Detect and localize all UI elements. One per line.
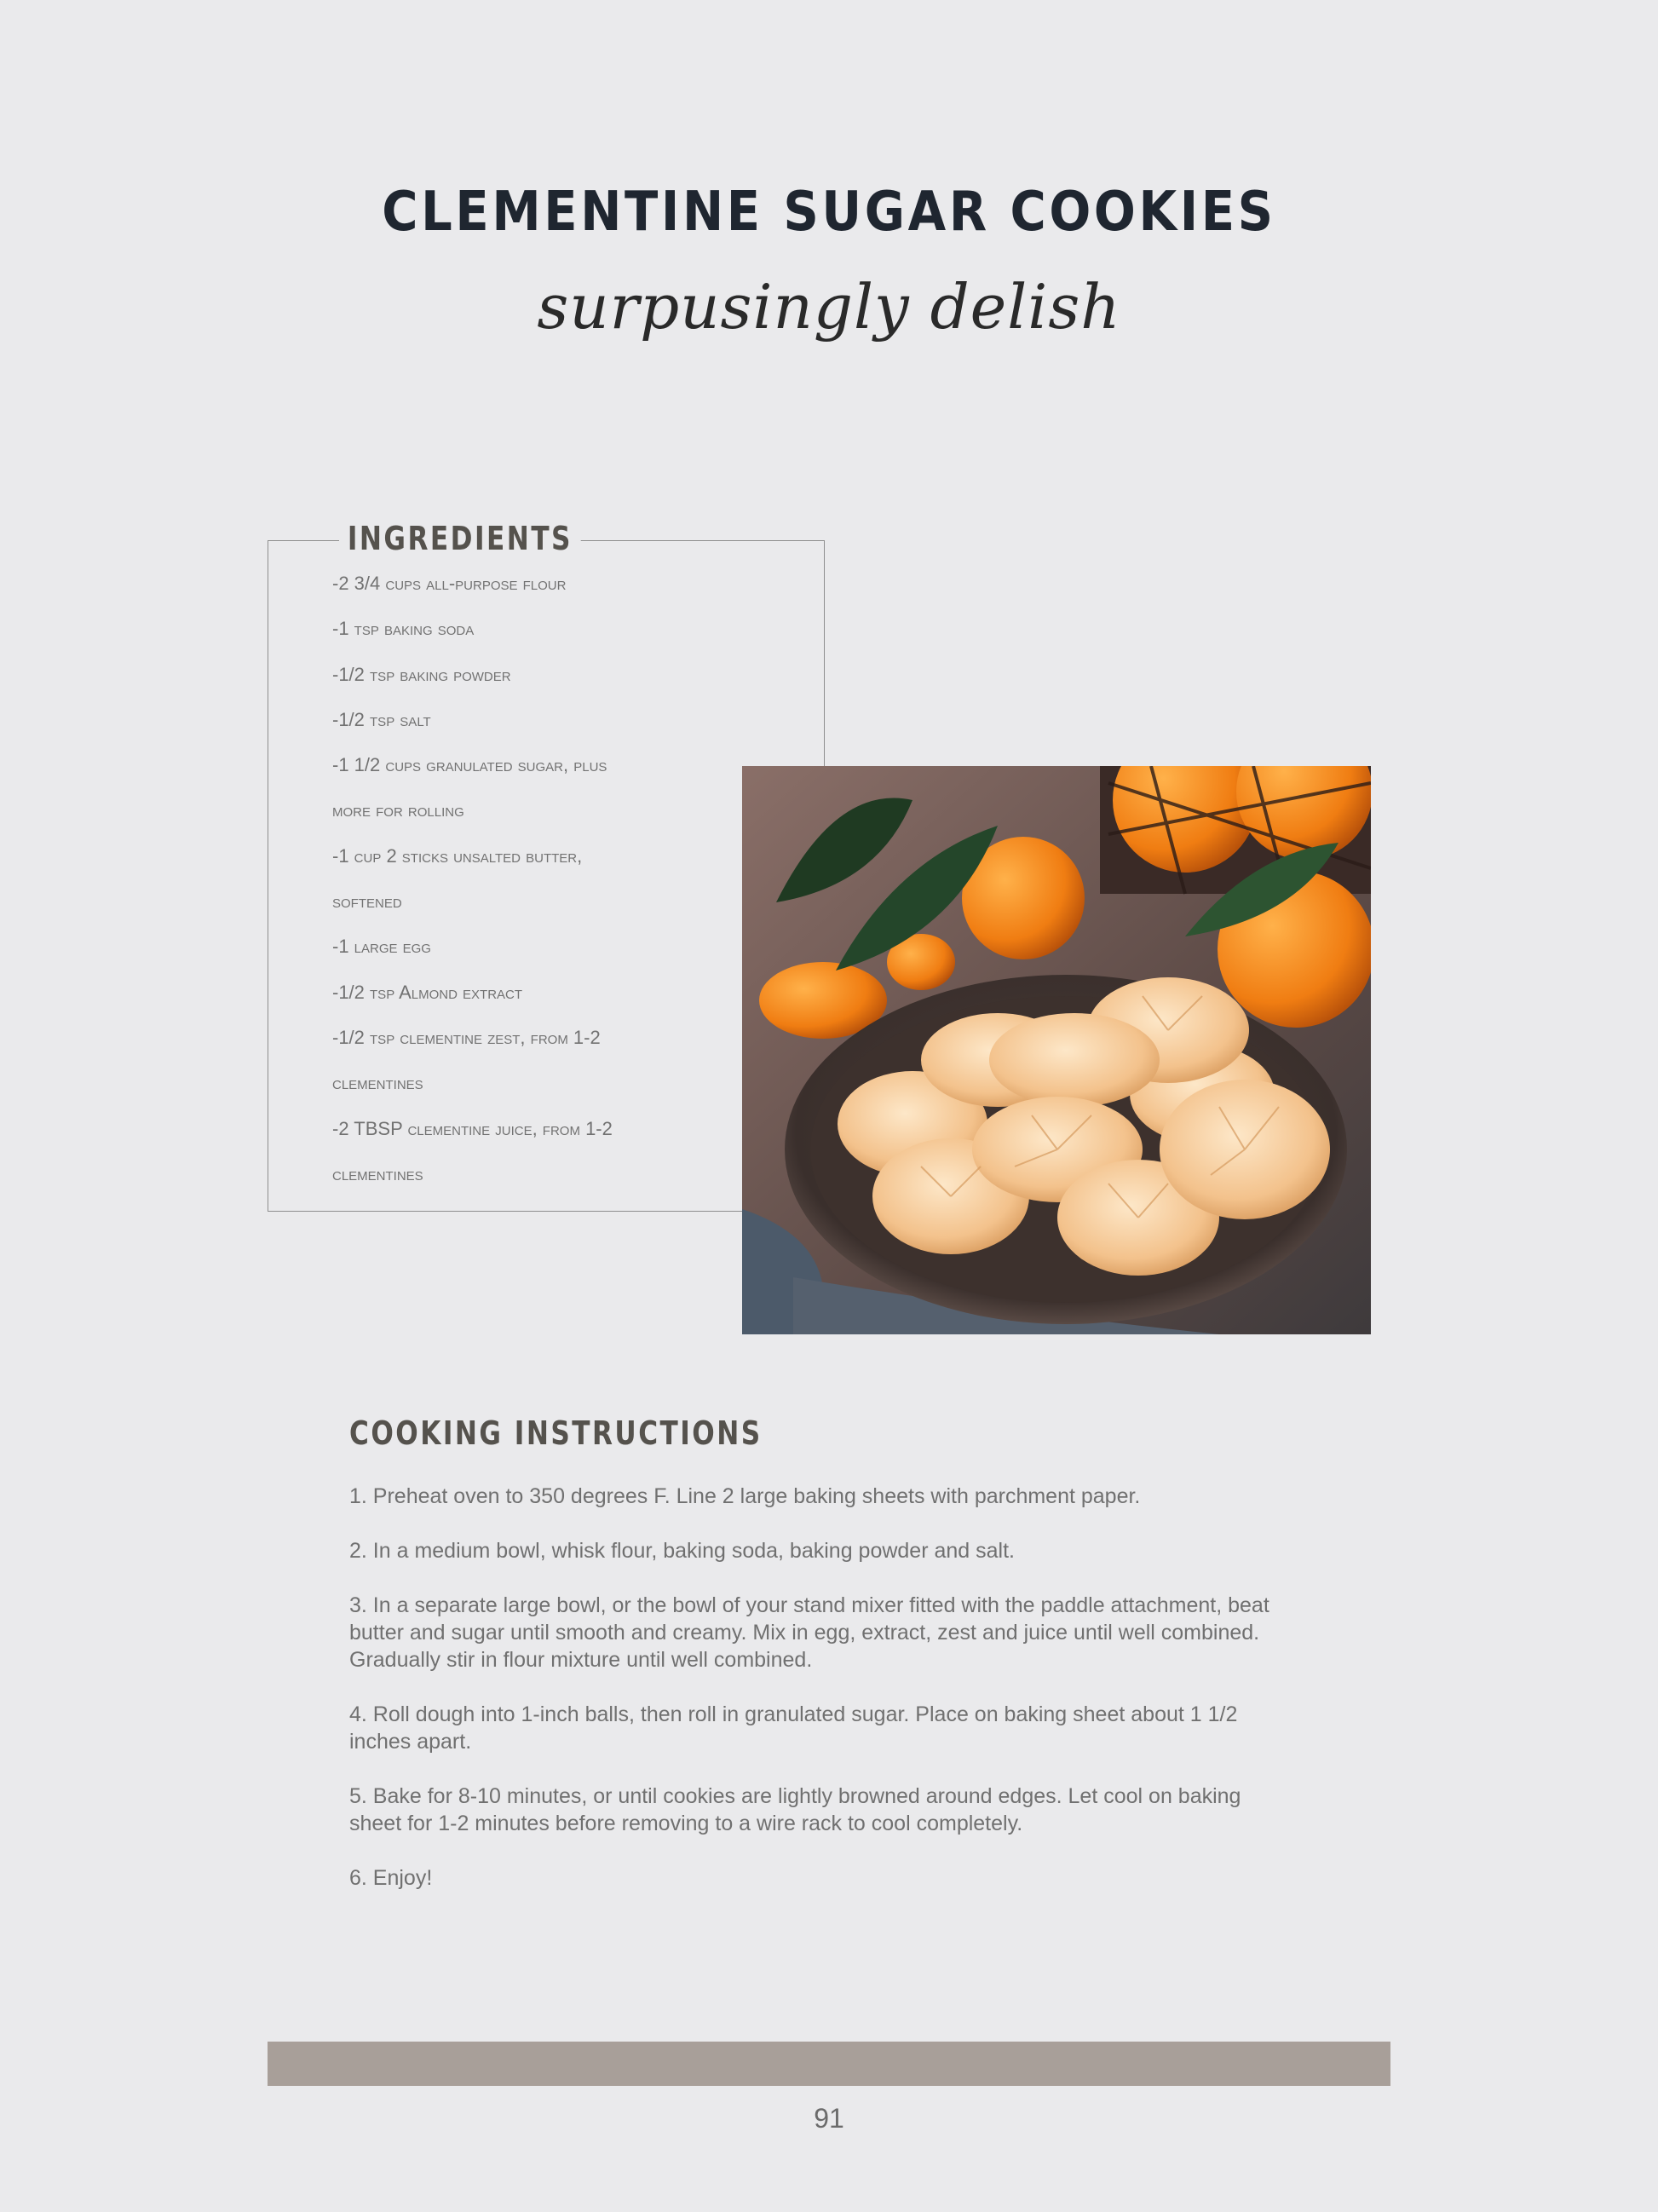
ingredient-line: -1/2 tsp Almond extract bbox=[332, 981, 523, 1003]
ingredient-line: -1/2 tsp salt bbox=[332, 708, 431, 730]
ingredient-line: softened bbox=[332, 890, 402, 913]
ingredient-line: -1/2 tsp baking powder bbox=[332, 663, 511, 685]
ingredient-line: -1 1/2 cups granulated sugar, plus bbox=[332, 754, 607, 776]
instructions-heading: COOKING INSTRUCTIONS bbox=[349, 1414, 763, 1452]
instruction-step: 6. Enjoy! bbox=[349, 1866, 433, 1890]
ingredient-line: clementines bbox=[332, 1072, 423, 1094]
ingredient-line: -2 TBSP clementine juice, from 1-2 bbox=[332, 1117, 613, 1139]
ingredient-line: clementines bbox=[332, 1162, 423, 1184]
instructions-list bbox=[349, 1483, 1295, 1919]
instruction-step: 4. Roll dough into 1-inch balls, then roll in granulated sugar. Place on baking sheet about 1 1/2 inches apart. bbox=[349, 1702, 1238, 1754]
instruction-step: 1. Preheat oven to 350 degrees F. Line 2 large baking sheets with parchment paper. bbox=[349, 1484, 1141, 1508]
ingredient-line: -1 cup 2 sticks unsalted butter, bbox=[332, 844, 583, 867]
ingredients-heading: INGREDIENTS bbox=[339, 520, 581, 557]
ingredient-line: -2 3/4 cups all-purpose flour bbox=[332, 573, 567, 594]
recipe-subtitle: surpusingly delish bbox=[537, 271, 1121, 343]
instruction-step: 3. In a separate large bowl, or the bowl of your stand mixer fitted with the paddle attachment, beat butter and sugar until smooth and creamy. Mix in egg, extract, zest and juice until well combined. Gradually stir in flour mixture until well combined. bbox=[349, 1593, 1269, 1672]
ingredient-line: -1/2 tsp clementine zest, from 1-2 bbox=[332, 1026, 601, 1048]
page-number: 91 bbox=[814, 2103, 844, 2134]
ingredient-line: -1 tsp baking soda bbox=[332, 618, 475, 640]
ingredient-line: more for rolling bbox=[332, 799, 464, 821]
instruction-step: 2. In a medium bowl, whisk flour, baking soda, baking powder and salt. bbox=[349, 1539, 1015, 1563]
ingredients-list bbox=[332, 561, 758, 1196]
footer-bar bbox=[268, 2042, 1390, 2086]
recipe-title: CLEMENTINE SUGAR COOKIES bbox=[382, 181, 1276, 244]
ingredient-line: -1 large egg bbox=[332, 936, 431, 958]
cookies-photo bbox=[742, 766, 1371, 1334]
instruction-step: 5. Bake for 8-10 minutes, or until cookies are lightly browned around edges. Let cool on baking sheet for 1-2 minutes before removing to a wire rack to cool completely. bbox=[349, 1784, 1241, 1835]
